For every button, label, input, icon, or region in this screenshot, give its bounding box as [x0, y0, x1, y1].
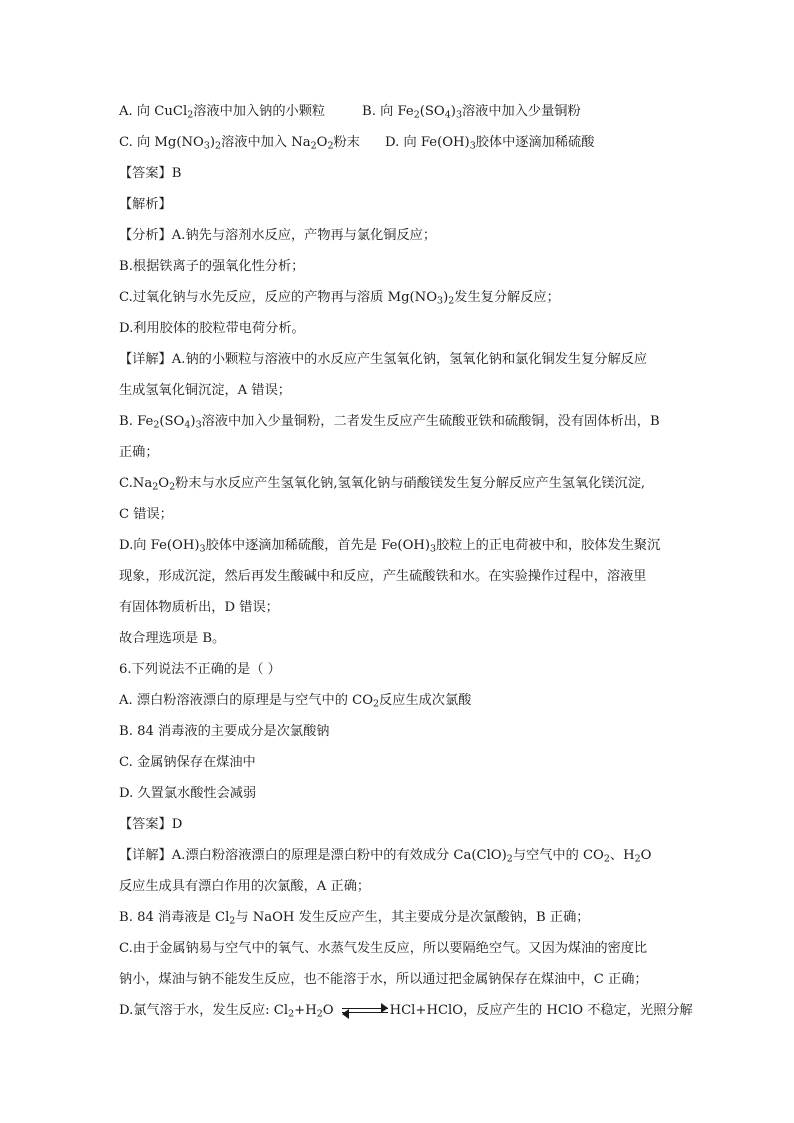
q6-xiangjie-a-line1: 【详解】A.漂白粉溶液漂白的原理是漂白粉中的有效成分 $Ca(ClO)_2$与空气中的 $CO_2$、$H_2O$	[119, 848, 652, 865]
q6-answer: 【答案】D	[119, 817, 183, 832]
q6-stem: 6.下列说法不正确的是（ ）	[119, 662, 281, 677]
q5-fenxi-a: 【分析】A.钠先与溶剂水反应，产物再与氯化铜反应；	[119, 228, 437, 243]
q5-xiangjie-c-line2: C 错误；	[119, 507, 173, 522]
q5-xiangjie-d-line2: 现象，形成沉淀，然后再发生酸碱中和反应，产生硫酸铁和水。在实验操作过程中，溶液里	[119, 569, 647, 584]
q5-xiangjie-b-line2: 正确；	[119, 445, 159, 460]
q6-xiangjie-c-line2: 钠小，煤油与钠不能发生反应，也不能溶于水，所以通过把金属钠保存在煤油中，C 正确；	[119, 972, 648, 987]
q6-option-d: D. 久置氯水酸性会减弱	[119, 786, 257, 801]
reversible-arrow-icon	[342, 1006, 388, 1016]
q5-xiangjie-c-line1: $C.Na_2O_2$粉末与水反应产生氢氧化钠,氢氧化钠与硝酸镁发生复分解反应产生氢氧化镁沉淀,	[119, 476, 646, 493]
q5-conclusion: 故合理选项是 B。	[119, 631, 226, 646]
q6-xiangjie-b: B. 84 消毒液是 $Cl_2$与 NaOH 发生反应产生，其主要成分是次氯酸钠，B 正确；	[119, 910, 590, 927]
q5-option-b: B. 向 $Fe_2(SO_4)_3$溶液中加入少量铜粉	[362, 104, 581, 121]
q6-option-c: C. 金属钠保存在煤油中	[119, 755, 256, 770]
q5-answer: 【答案】B	[119, 166, 182, 181]
q5-option-c: C. 向 $Mg(NO_3)_2$溶液中加入 $Na_2O_2$粉末	[119, 135, 360, 152]
q5-options-row2	[119, 133, 594, 153]
q5-xiangjie-b-line1: B. $Fe_2(SO_4)_3$溶液中加入少量铜粉，二者发生反应产生硫酸亚铁和硫酸铜，没有固体析出，B	[119, 414, 660, 431]
q6-xiangjie-c-line1: C.由于金属钠易与空气中的氧气、水蒸气发生反应，所以要隔绝空气。又因为煤油的密度比	[119, 941, 648, 956]
q5-option-d: D. 向 $Fe(OH)_3$胶体中逐滴加稀硫酸	[385, 135, 595, 152]
q5-xiangjie-d-line3: 有固体物质析出，D 错误；	[119, 600, 279, 615]
q6-xiangjie-a-line2: 反应生成具有漂白作用的次氯酸，A 正确；	[119, 879, 371, 894]
q5-xiangjie-a-line1: 【详解】A.钠的小颗粒与溶液中的水反应产生氢氧化钠，氢氧化钠和氯化铜发生复分解反应	[119, 352, 648, 367]
q6-option-a: A. 漂白粉溶液漂白的原理是与空气中的 $CO_2$反应生成次氯酸	[119, 693, 472, 710]
q5-xiangjie-a-line2: 生成氢氧化铜沉淀，A 错误；	[119, 383, 291, 398]
q5-options-row1	[119, 102, 581, 122]
q5-option-a: A. 向 CuCl$_2$溶液中加入钠的小颗粒	[119, 104, 326, 121]
q5-fenxi-d: D.利用胶体的胶粒带电荷分析。	[119, 321, 305, 336]
q5-fenxi-c: C.过氧化钠与水先反应，反应的产物再与溶质 $Mg(NO_3)_2$发生复分解反应；	[119, 290, 560, 307]
q5-xiangjie-d-line1: D.向 $Fe(OH)_3$胶体中逐滴加稀硫酸，首先是 $Fe(OH)_3$胶粒上的正电荷被中和，胶体发生聚沉	[119, 538, 661, 555]
q5-fenxi-b: B.根据铁离子的强氧化性分析；	[119, 259, 305, 274]
q5-analysis-heading: 【解析】	[119, 197, 172, 212]
q6-xiangjie-d-line1: D.氯气溶于水，发生反应: $Cl_2+H_2O$ HCl+HClO，反应产生的 HClO 不稳定，光照分解	[119, 1003, 693, 1020]
q6-option-b: B. 84 消毒液的主要成分是次氯酸钠	[119, 724, 330, 739]
